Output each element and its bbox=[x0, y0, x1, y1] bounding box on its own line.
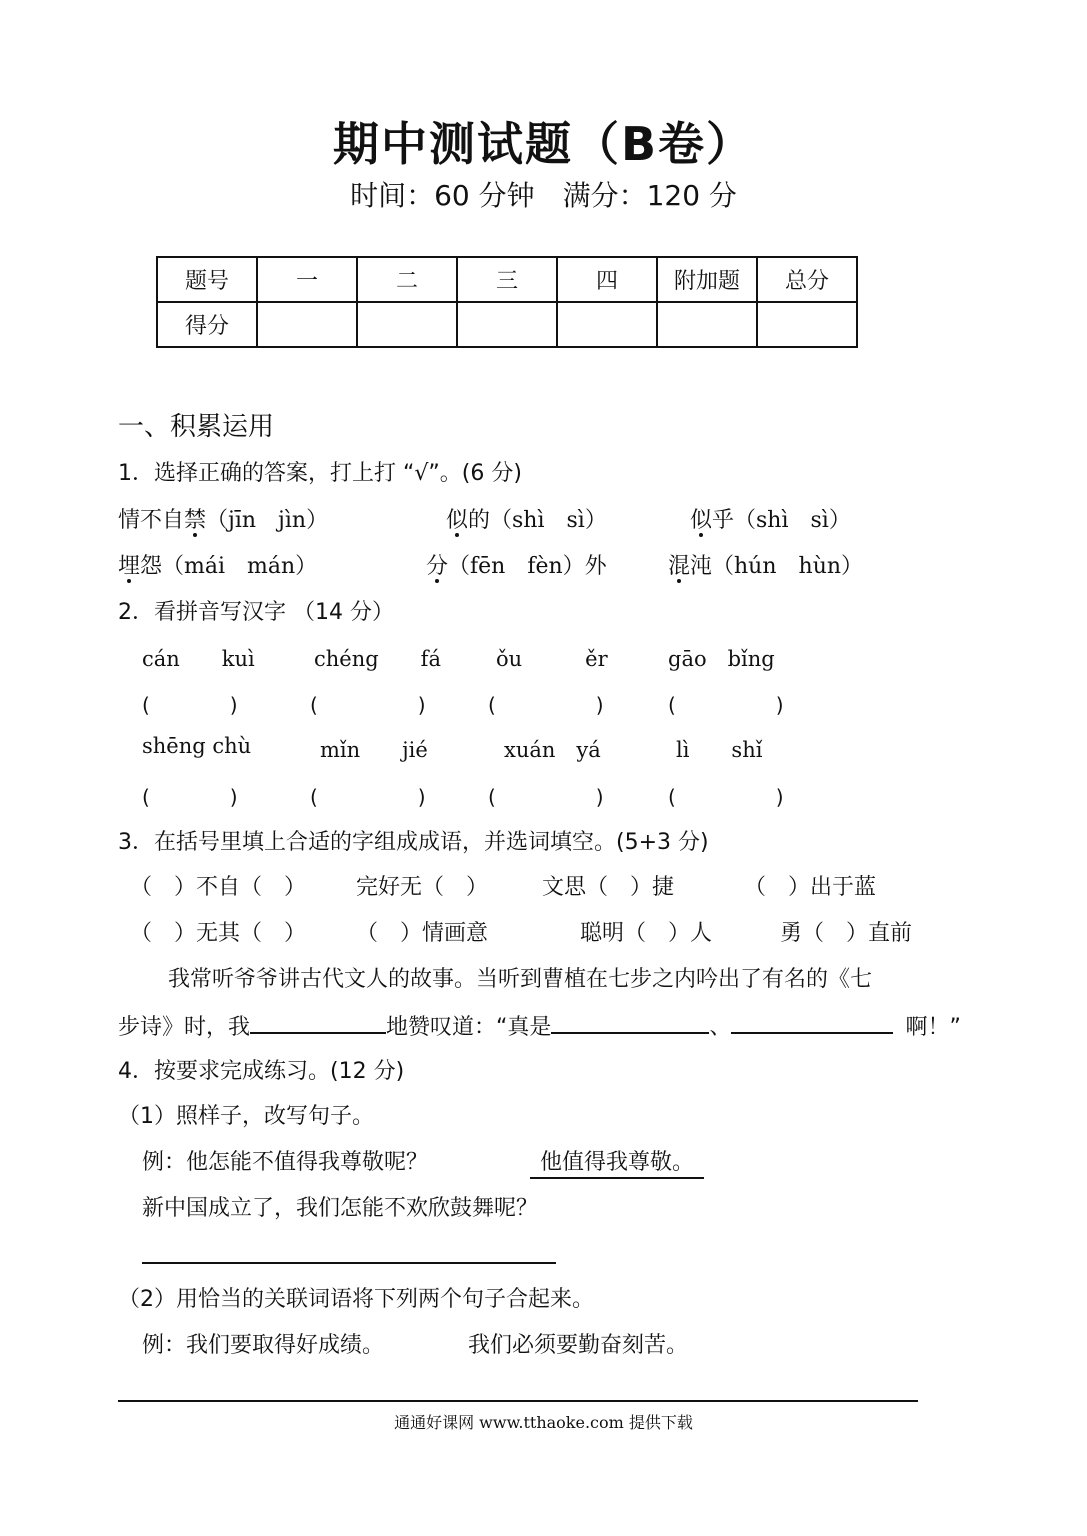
paragraph-text: 地赞叹道：“真是 bbox=[386, 1015, 552, 1040]
q1-dotted-char: 埋 bbox=[118, 554, 141, 579]
q1-item[interactable] bbox=[446, 503, 607, 534]
footer-divider bbox=[118, 1400, 918, 1402]
q1-item-pinyin: （jīn jìn） bbox=[206, 508, 329, 533]
example-sentence: 例：我们要取得好成绩。 bbox=[142, 1333, 385, 1358]
page-title: 期中测试题（B卷） bbox=[332, 117, 755, 171]
example-answer bbox=[530, 1145, 704, 1176]
question-1-prompt: 1．选择正确的答案，打上打 “√”。(6 分) bbox=[118, 461, 522, 486]
paragraph-text: 、 bbox=[709, 1015, 732, 1040]
score-table-header: 题号 bbox=[157, 257, 257, 302]
idiom-blank[interactable]: 文思（ ）捷 bbox=[542, 875, 675, 900]
sub-question-1: （1）照样子，改写句子。 bbox=[118, 1104, 374, 1129]
answer-blank[interactable] bbox=[250, 1008, 386, 1034]
score-table-score-row bbox=[157, 302, 857, 347]
score-cell[interactable] bbox=[357, 302, 457, 347]
answer-paren[interactable]: ( ) bbox=[142, 785, 238, 809]
answer-paren[interactable]: ( ) bbox=[668, 785, 784, 809]
score-table-header: 一 bbox=[257, 257, 357, 302]
q1-item-pinyin: 乎（shì sì） bbox=[712, 508, 851, 533]
answer-paren[interactable]: ( ) bbox=[488, 693, 604, 717]
pinyin-word: xuán yá bbox=[504, 738, 601, 762]
idiom-blank[interactable]: 完好无（ ） bbox=[356, 875, 489, 900]
score-table-header: 三 bbox=[457, 257, 557, 302]
question-3-prompt: 3．在括号里填上合适的字组成成语，并选词填空。(5+3 分) bbox=[118, 830, 709, 855]
q1-item-pinyin: 怨（mái mán） bbox=[140, 554, 318, 579]
pinyin-word: ǒu ěr bbox=[496, 647, 608, 671]
pinyin-word: gāo bǐng bbox=[668, 647, 775, 671]
score-cell[interactable] bbox=[557, 302, 657, 347]
answer-blank[interactable] bbox=[731, 1008, 893, 1034]
q1-item[interactable] bbox=[690, 503, 851, 534]
exam-info: 时间：60 分钟 满分：120 分 bbox=[350, 179, 737, 212]
answer-paren[interactable]: ( ) bbox=[668, 693, 784, 717]
answer-blank[interactable] bbox=[551, 1008, 709, 1034]
q1-item-pinyin: 沌（hún hùn） bbox=[690, 554, 864, 579]
example-sentence: 例：他怎能不值得我尊敬呢？ bbox=[142, 1150, 429, 1175]
q1-dotted-char: 混 bbox=[668, 554, 691, 579]
paragraph-text: 步诗》时，我 bbox=[118, 1015, 251, 1040]
q1-dotted-char: 似 bbox=[446, 508, 469, 533]
score-table-header-row bbox=[157, 257, 857, 302]
score-table-header: 四 bbox=[557, 257, 657, 302]
pinyin-word: chéng fá bbox=[314, 647, 441, 671]
q1-item[interactable] bbox=[668, 549, 863, 580]
answer-paren[interactable]: ( ) bbox=[310, 785, 426, 809]
idiom-blank[interactable]: 勇（ ）直前 bbox=[780, 921, 913, 946]
answer-paren[interactable]: ( ) bbox=[488, 785, 604, 809]
paragraph-text: 啊！” bbox=[905, 1015, 961, 1040]
score-table bbox=[156, 256, 858, 348]
q1-dotted-char: 禁 bbox=[184, 508, 207, 533]
pinyin-word: mǐn jié bbox=[320, 738, 428, 762]
score-cell[interactable] bbox=[757, 302, 857, 347]
score-cell[interactable] bbox=[657, 302, 757, 347]
answer-paren[interactable]: ( ) bbox=[310, 693, 426, 717]
idiom-blank[interactable]: （ ）情画意 bbox=[356, 921, 489, 946]
idiom-blank[interactable]: 聪明（ ）人 bbox=[580, 921, 713, 946]
idiom-blank[interactable]: （ ）不自（ ） bbox=[130, 875, 307, 900]
score-cell[interactable] bbox=[257, 302, 357, 347]
q1-item-pinyin: 的（shì sì） bbox=[468, 508, 607, 533]
pinyin-word: lì shǐ bbox=[676, 738, 763, 762]
footer-text: 通通好课网 www.tthaoke.com 提供下载 bbox=[394, 1413, 693, 1432]
q1-dotted-char: 分 bbox=[426, 554, 449, 579]
pinyin-word: shēng chù bbox=[142, 734, 252, 758]
q1-item-text: 情不自 bbox=[118, 508, 185, 533]
score-table-header: 总分 bbox=[757, 257, 857, 302]
fill-paragraph-line bbox=[118, 1008, 961, 1041]
example-sentence: 我们必须要勤奋刻苦。 bbox=[468, 1333, 689, 1358]
answer-paren[interactable]: ( ) bbox=[142, 693, 238, 717]
question-4-prompt: 4．按要求完成练习。(12 分) bbox=[118, 1059, 405, 1084]
q1-item[interactable] bbox=[118, 549, 317, 580]
answer-line[interactable] bbox=[142, 1262, 556, 1264]
score-row-label: 得分 bbox=[157, 302, 257, 347]
question-2-prompt: 2．看拼音写汉字 （14 分） bbox=[118, 600, 394, 625]
fill-paragraph-line: 我常听爷爷讲古代文人的故事。当听到曹植在七步之内吟出了有名的《七 bbox=[168, 967, 873, 992]
pinyin-word: cán kuì bbox=[142, 647, 255, 671]
example-answer-text: 他值得我尊敬。 bbox=[530, 1150, 704, 1179]
score-table-header: 二 bbox=[357, 257, 457, 302]
sub-question-2: （2）用恰当的关联词语将下列两个句子合起来。 bbox=[118, 1287, 594, 1312]
q1-item-pinyin: （fēn fèn）外 bbox=[448, 554, 607, 579]
idiom-blank[interactable]: （ ）出于蓝 bbox=[744, 875, 877, 900]
q1-dotted-char: 似 bbox=[690, 508, 713, 533]
score-cell[interactable] bbox=[457, 302, 557, 347]
exercise-sentence: 新中国成立了，我们怎能不欢欣鼓舞呢？ bbox=[142, 1196, 539, 1221]
q1-item[interactable] bbox=[118, 503, 328, 534]
score-table-header: 附加题 bbox=[657, 257, 757, 302]
idiom-blank[interactable]: （ ）无其（ ） bbox=[130, 921, 307, 946]
section-heading: 一、积累运用 bbox=[118, 412, 275, 442]
q1-item[interactable] bbox=[426, 549, 607, 580]
